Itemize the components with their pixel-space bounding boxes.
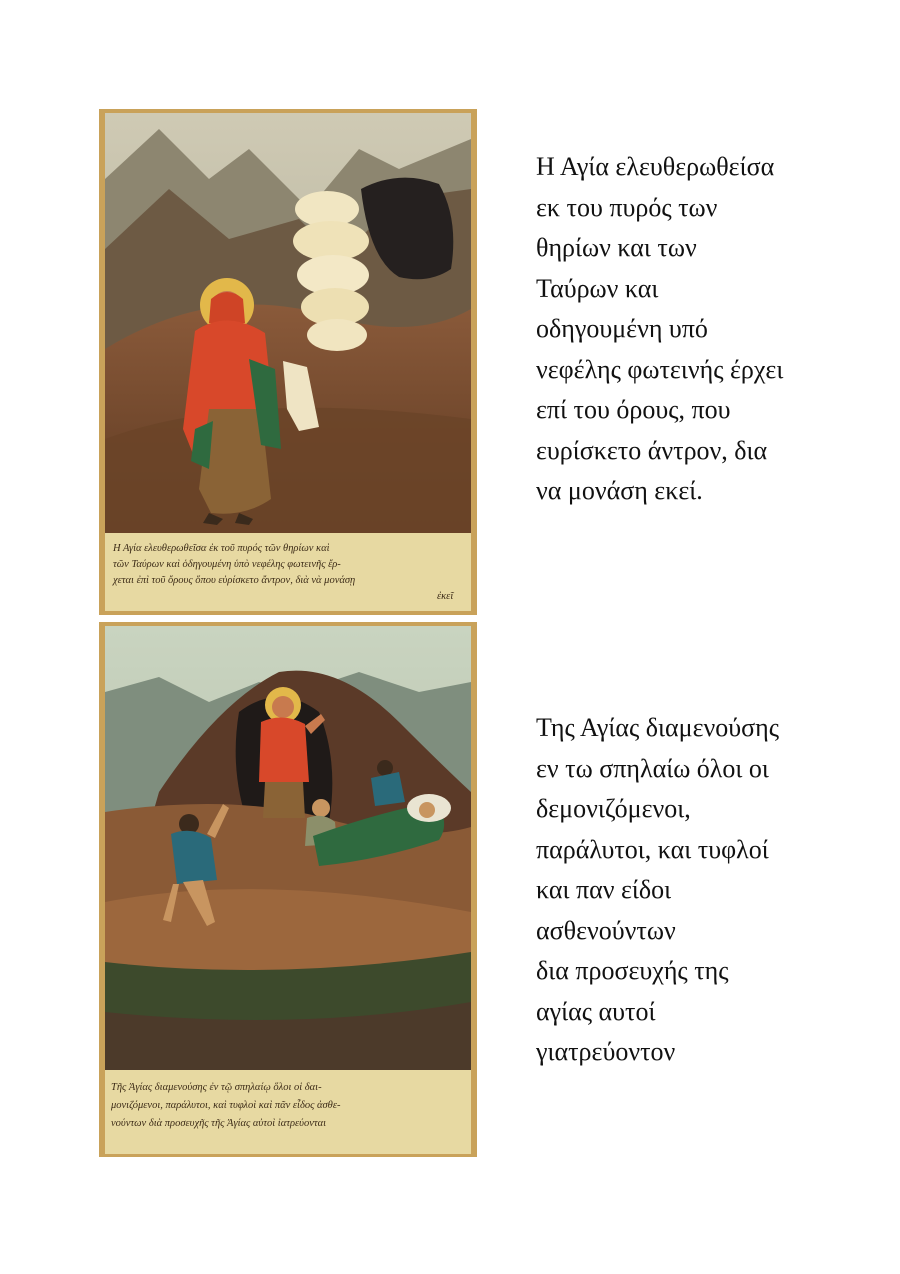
inscription-1-line-4: ἐκεῖ (437, 591, 454, 602)
painting-2-image (99, 622, 477, 1157)
caption-panel-2: Της Αγίας διαμενούσης εν τω σπηλαίω όλοι οι δεμονιζόμενοι, παράλυτοι, και τυφλοί και παν είδοι ασθενούντων δια προσευχής της αγίας αυτοί γιατρεύοντον (536, 713, 780, 1066)
painting-panel-2 (99, 622, 477, 1157)
inscription-2-line-3: νούντων διὰ προσευχῆς τῆς Ἀγίας αὐτοὶ ἰατρεύονται (111, 1118, 327, 1129)
inscription-1-line-3: χεται ἐπὶ τοῦ ὄρους ὅπου εὑρίσκετο ἄντρον, διὰ νὰ μονάσῃ (113, 575, 356, 586)
painting-1-image (99, 109, 477, 615)
painting-panel-1 (99, 109, 477, 615)
inscription-1-line-2: τῶν Ταύρων καὶ ὁδηγουμένη ὑπὸ νεφέλης φωτεινῆς ἔρ- (113, 559, 341, 570)
caption-panel-1: Η Αγία ελευθερωθείσα εκ του πυρός των θηρίων και των Ταύρων και οδηγουμένη υπό νεφέλης φωτεινής έρχει επί του όρους, που ευρίσκετο άντρον, δια να μονάση εκεί. (536, 152, 784, 505)
inscription-1-line-1: Η Αγία ελευθερωθεῖσα ἐκ τοῦ πυρός τῶν θηρίων καὶ (113, 543, 330, 554)
inscription-2-line-2: μονιζόμενοι, παράλυτοι, καὶ τυφλοὶ καὶ πᾶν εἶδος ἀσθε- (111, 1100, 341, 1111)
inscription-2-line-1: Τῆς Ἀγίας διαμενούσης ἐν τῷ σπηλαίῳ ὅλοι οἱ δαι- (111, 1082, 322, 1093)
